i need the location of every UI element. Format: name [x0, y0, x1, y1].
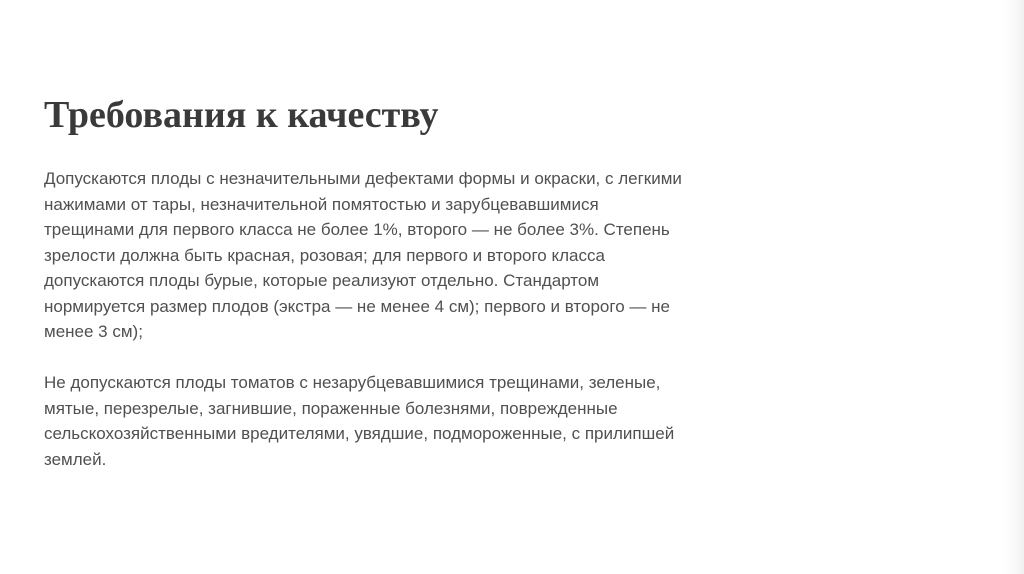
text-line: Не допускаются плоды томатов с незарубцевавшимися трещинами, зеленые, — [44, 373, 661, 392]
paragraph-not-allowed — [44, 370, 764, 472]
text-line: нормируется размер плодов (экстра — не менее 4 см); первого и второго — не — [44, 296, 670, 316]
paragraph-spacer — [44, 345, 764, 371]
slide-title: Требования к качеству — [44, 94, 439, 136]
text-line: допускаются плоды бурые, которые реализуют отдельно. Стандартом — [44, 271, 600, 290]
text-line: землей. — [44, 449, 107, 469]
text-line: менее 3 см); — [44, 322, 143, 341]
slide-body — [44, 166, 764, 472]
slide-edge-shadow — [1002, 0, 1024, 574]
text-line: мятые, перезрелые, загнившие, пораженные болезнями, поврежденные — [44, 398, 618, 418]
paragraph-allowed-defects — [44, 166, 764, 345]
text-line: трещинами для первого класса не более 1%, второго — не более 3%. Степень — [44, 220, 670, 239]
text-line: Допускаются плоды с незначительными дефектами формы и окраски, с легкими — [44, 169, 682, 188]
text-line: нажимами от тары, незначительной помятостью и зарубцевавшимися — [44, 194, 599, 214]
text-line: сельскохозяйственными вредителями, увядшие, подмороженные, с прилипшей — [44, 424, 675, 443]
text-line: зрелости должна быть красная, розовая; для первого и второго класса — [44, 245, 605, 265]
